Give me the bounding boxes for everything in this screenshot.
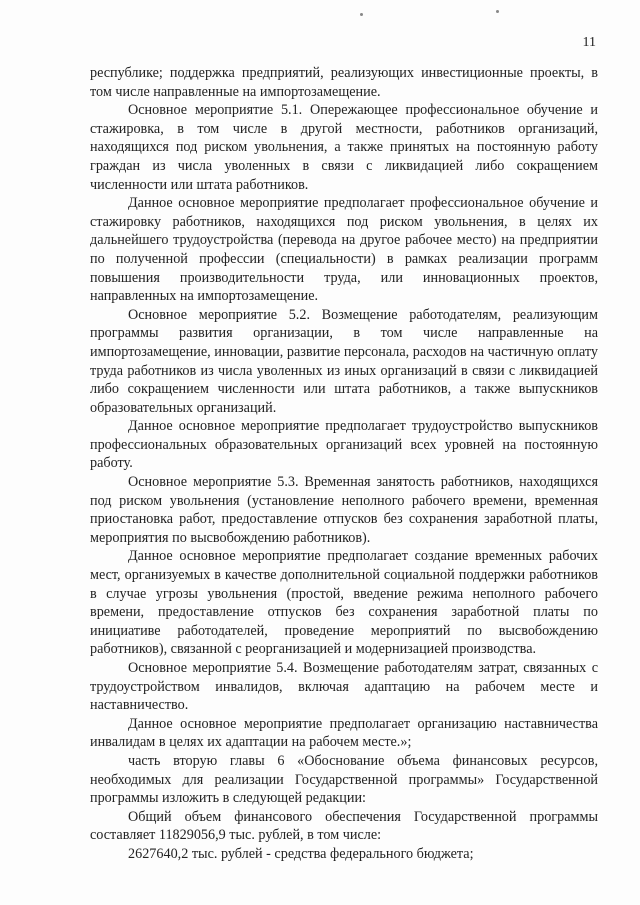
page-number: 11 — [582, 35, 596, 50]
paragraph: Данное основное мероприятие предполагает создание временных рабочих мест, организуемых в качестве дополнительной социальной поддержки работников в случае угрозы увольнения (простой, введение режима неполного рабочего времени, предоставление отпусков без сохранения заработной платы по инициативе работодателей, проведение мероприятий по высвобождению работников), связанной с реорганизацией и модернизацией производства. — [90, 548, 598, 658]
paragraph: республике; поддержка предприятий, реализующих инвестиционные проекты, в том числе направленные на импортозамещение. — [90, 65, 598, 100]
paragraph: Общий объем финансового обеспечения Государственной программы составляет 11829056,9 тыс. рублей, в том числе: — [90, 808, 598, 844]
scan-artifact — [496, 10, 499, 13]
paragraph: Основное мероприятие 5.1. Опережающее профессиональное обучение и стажировка, в том числе в другой местности, работников организаций, находящихся под риском увольнения, а также принятых на постоянную работу граждан из числа уволенных в связи с ликвидацией либо сокращением численности или штата работников. — [90, 102, 598, 193]
scan-artifact — [360, 13, 363, 16]
paragraph: Данное основное мероприятие предполагает трудоустройство выпускников профессиональных образовательных организаций всех уровней на постоянную работу. — [90, 418, 598, 472]
paragraph: Данное основное мероприятие предполагает профессиональное обучение и стажировку работников, находящихся под риском увольнения, в целях их дальнейшего трудоустройства (перевода на другое рабочее место) на предприятии по полученной профессии (специальности) в рамках реализации программ повышения производительности труда, или инновационных проектов, направленных на импортозамещение. — [90, 195, 598, 305]
paragraph: Основное мероприятие 5.3. Временная занятость работников, находящихся под риском увольнения (установление неполного рабочего времени, временная приостановка работ, предоставление отпусков без сохранения заработной платы, мероприятия по высвобождению работников). — [90, 474, 598, 546]
paragraph: часть вторую главы 6 «Обоснование объема финансовых ресурсов, необходимых для реализации Государственной программы» Государственной программы изложить в следующей редакции: — [90, 752, 598, 807]
paragraph: Основное мероприятие 5.2. Возмещение работодателям, реализующим программы развития организации, в том числе направленные на импортозамещение, инновации, развитие персонала, расходов на частичную оплату труда работников из числа уволенных из иных организаций в связи с ликвидацией либо сокращением численности или штата работников, а также выпускников образовательных организаций. — [90, 306, 598, 416]
document-body — [90, 64, 598, 864]
paragraph: Основное мероприятие 5.4. Возмещение работодателям затрат, связанных с трудоустройством инвалидов, включая адаптацию на рабочем месте и наставничество. — [90, 660, 598, 714]
paragraph: Данное основное мероприятие предполагает организацию наставничества инвалидам в целях их адаптации на рабочем месте.»; — [90, 715, 598, 751]
paragraph: 2627640,2 тыс. рублей - средства федерального бюджета; — [128, 845, 474, 862]
